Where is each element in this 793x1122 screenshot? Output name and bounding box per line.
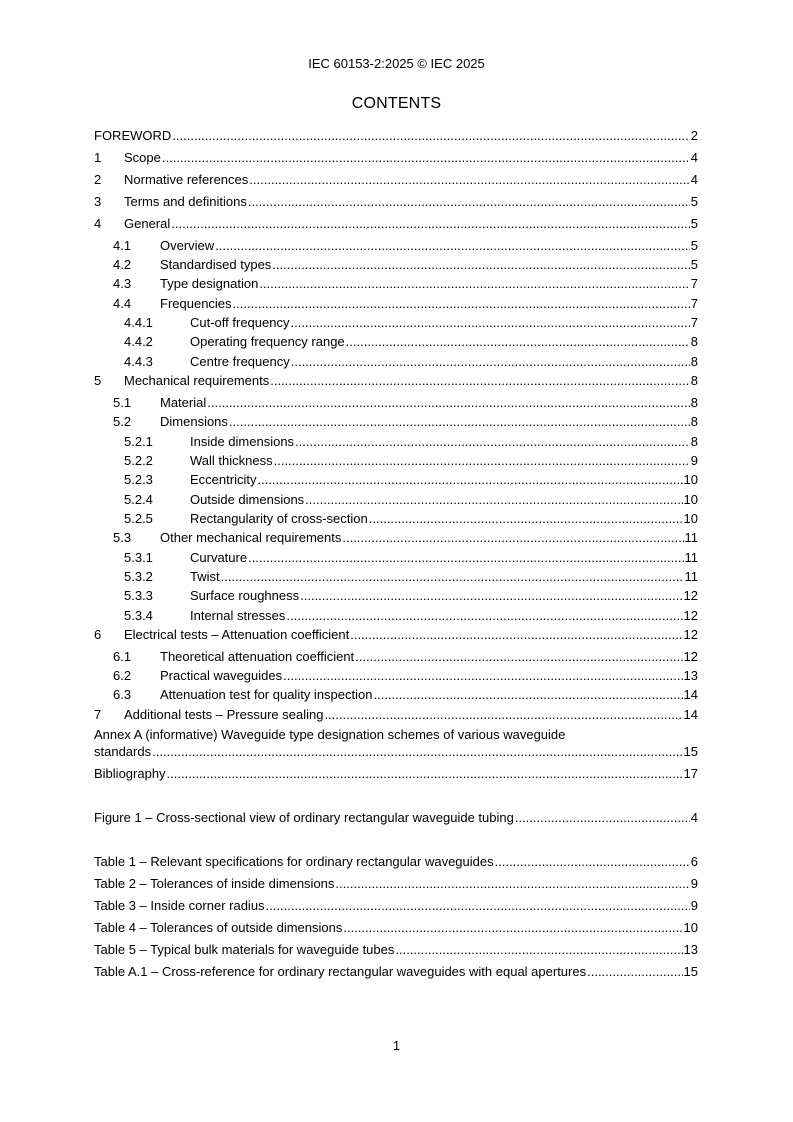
toc-entry-text: General	[124, 216, 171, 231]
toc-entry-page: 2	[690, 128, 698, 143]
toc-entry-text: Figure 1 – Cross-sectional view of ordinary rectangular waveguide tubing	[94, 810, 514, 825]
toc-entry-text: Rectangularity of cross-section	[190, 511, 368, 526]
toc-leader-dots	[229, 414, 690, 429]
toc-entry-text: Table 4 – Tolerances of outside dimensions	[94, 920, 343, 935]
toc-entry-page: 5	[690, 194, 698, 209]
toc-leader-dots	[286, 608, 682, 623]
toc-leader-dots	[324, 707, 682, 722]
toc-entry-page: 4	[690, 810, 698, 825]
toc-entry-page: 13	[683, 668, 698, 683]
toc-leader-dots	[335, 876, 689, 891]
toc-entry-number: 4.2	[113, 257, 132, 272]
toc-entry[interactable]	[113, 667, 698, 683]
toc-entry-number: 4.4.1	[124, 315, 153, 330]
toc-entry-text: Practical waveguides	[160, 668, 283, 683]
toc-leader-dots	[587, 964, 682, 979]
toc-leader-dots	[259, 276, 689, 291]
toc-entry-page: 8	[690, 373, 698, 388]
toc-entry-page: 7	[690, 276, 698, 291]
toc-leader-dots	[274, 453, 690, 468]
toc-entry-text: Internal stresses	[190, 608, 286, 623]
toc-entry-text: Overview	[160, 238, 215, 253]
toc-entry-text: Cut-off frequency	[190, 315, 290, 330]
toc-entry[interactable]	[94, 149, 698, 165]
document-header: IEC 60153-2:2025 © IEC 2025	[308, 56, 485, 71]
toc-entry-text: Electrical tests – Attenuation coefficient	[124, 627, 350, 642]
toc-entry-page: 9	[690, 898, 698, 913]
toc-leader-dots	[167, 766, 683, 781]
toc-entry-text: Terms and definitions	[124, 194, 247, 209]
toc-table-entry[interactable]	[94, 875, 698, 891]
toc-entry[interactable]	[113, 275, 698, 291]
toc-leader-dots	[171, 216, 690, 231]
toc-entry-text: Centre frequency	[190, 354, 290, 369]
toc-entry-text: Additional tests – Pressure sealing	[124, 707, 324, 722]
toc-entry-page: 17	[683, 766, 698, 781]
toc-entry-number: 4.3	[113, 276, 132, 291]
toc-entry-text: Twist	[190, 569, 220, 584]
toc-leader-dots	[172, 128, 689, 143]
toc-entry-number: 5.2	[113, 414, 132, 429]
toc-leader-dots	[346, 334, 690, 349]
toc-entry-page: 11	[684, 550, 698, 565]
toc-leader-dots	[266, 898, 690, 913]
toc-leader-dots	[248, 550, 683, 565]
toc-entry-text: Bibliography	[94, 766, 166, 781]
toc-leader-dots	[152, 744, 682, 759]
toc-entry-text: Standardised types	[160, 257, 272, 272]
toc-entry[interactable]	[124, 433, 698, 449]
toc-leader-dots	[291, 354, 690, 369]
toc-entry[interactable]	[124, 549, 698, 565]
toc-entry[interactable]	[124, 568, 698, 584]
toc-leader-dots	[369, 511, 683, 526]
toc-entry-number: 6.2	[113, 668, 132, 683]
toc-entry-text: FOREWORD	[94, 128, 172, 143]
toc-entry-number: 1	[94, 150, 102, 165]
toc-leader-dots	[207, 395, 690, 410]
toc-entry-text: Other mechanical requirements	[160, 530, 342, 545]
toc-entry-page: 15	[683, 744, 698, 759]
toc-entry[interactable]	[94, 626, 698, 642]
toc-entry[interactable]	[124, 353, 698, 369]
toc-entry-page: 10	[683, 920, 698, 935]
toc-entry-number: 6.1	[113, 649, 132, 664]
toc-entry-page: 4	[690, 172, 698, 187]
toc-entry-number: 5.2.4	[124, 492, 153, 507]
toc-entry-text: Eccentricity	[190, 472, 257, 487]
toc-entry-number: 4.1	[113, 238, 132, 253]
toc-entry-page: 12	[683, 608, 698, 623]
toc-entry-page: 14	[683, 707, 698, 722]
toc-entry-page: 11	[684, 569, 698, 584]
toc-entry[interactable]	[124, 607, 698, 623]
toc-entry[interactable]	[94, 193, 698, 209]
toc-entry-page: 7	[690, 296, 698, 311]
toc-entry-page: 8	[690, 354, 698, 369]
toc-entry-text: Table 1 – Relevant specifications for ordinary rectangular waveguides	[94, 854, 494, 869]
toc-entry-text: Scope	[124, 150, 161, 165]
toc-entry[interactable]	[124, 491, 698, 507]
toc-entry-number: 5.2.2	[124, 453, 153, 468]
toc-entry-text: Operating frequency range	[190, 334, 345, 349]
toc-entry-text: Outside dimensions	[190, 492, 305, 507]
toc-leader-dots	[305, 492, 682, 507]
toc-leader-dots	[300, 588, 682, 603]
toc-entry-text: Table A.1 – Cross-reference for ordinary rectangular waveguides with equal apertures	[94, 964, 587, 979]
toc-leader-dots	[257, 472, 682, 487]
toc-entry-number: 5.3.3	[124, 588, 153, 603]
toc-entry-page: 8	[690, 434, 698, 449]
toc-entry[interactable]	[113, 237, 698, 253]
toc-table-entry[interactable]	[94, 897, 698, 913]
toc-entry-text: Wall thickness	[190, 453, 273, 468]
toc-entry-text: Curvature	[190, 550, 248, 565]
toc-leader-dots	[221, 569, 684, 584]
toc-entry-text: Frequencies	[160, 296, 232, 311]
toc-entry-page: 8	[690, 414, 698, 429]
page-title: CONTENTS	[351, 95, 442, 112]
page-number: 1	[392, 1038, 401, 1053]
toc-entry-page: 7	[690, 315, 698, 330]
toc-entry-page: 10	[683, 472, 698, 487]
toc-entry[interactable]	[113, 256, 698, 272]
toc-entry-number: 5.3.4	[124, 608, 153, 623]
toc-leader-dots	[395, 942, 682, 957]
toc-entry-text: Table 2 – Tolerances of inside dimensions	[94, 876, 335, 891]
toc-entry-bibliography[interactable]	[94, 765, 698, 781]
toc-entry-page: 9	[690, 453, 698, 468]
toc-entry-text: standards	[94, 744, 152, 759]
toc-entry-number: 4.4	[113, 296, 132, 311]
toc-leader-dots	[515, 810, 690, 825]
toc-entry-page: 5	[690, 216, 698, 231]
toc-entry-page: 12	[683, 649, 698, 664]
toc-entry-number: 5.3.2	[124, 569, 153, 584]
toc-entry-foreword[interactable]	[94, 127, 698, 143]
toc-entry-text: Inside dimensions	[190, 434, 295, 449]
toc-entry-text: Type designation	[160, 276, 259, 291]
toc-annex-title[interactable]: Annex A (informative) Waveguide type designation schemes of various waveguide	[94, 727, 566, 742]
toc-entry-number: 5.3.1	[124, 550, 153, 565]
toc-leader-dots	[495, 854, 690, 869]
toc-leader-dots	[343, 920, 682, 935]
toc-entry[interactable]	[113, 413, 698, 429]
toc-entry-number: 4	[94, 216, 102, 231]
toc-leader-dots	[233, 296, 690, 311]
toc-entry-number: 2	[94, 172, 102, 187]
toc-table-entry[interactable]	[94, 853, 698, 869]
toc-entry[interactable]	[113, 529, 698, 545]
toc-entry-text: Dimensions	[160, 414, 228, 429]
toc-leader-dots	[162, 150, 690, 165]
toc-leader-dots	[373, 687, 682, 702]
toc-entry-text: Surface roughness	[190, 588, 300, 603]
toc-leader-dots	[342, 530, 683, 545]
toc-entry-text: Table 3 – Inside corner radius	[94, 898, 265, 913]
toc-entry-number: 5.1	[113, 395, 132, 410]
toc-entry[interactable]	[94, 372, 698, 388]
toc-entry-number: 3	[94, 194, 102, 209]
toc-entry[interactable]	[124, 333, 698, 349]
toc-entry-text: Attenuation test for quality inspection	[160, 687, 373, 702]
toc-entry-page: 11	[684, 530, 698, 545]
toc-entry-number: 6.3	[113, 687, 132, 702]
toc-entry[interactable]	[113, 295, 698, 311]
toc-leader-dots	[270, 373, 690, 388]
toc-entry-text: Mechanical requirements	[124, 373, 270, 388]
toc-entry-page: 10	[683, 511, 698, 526]
toc-entry-number: 7	[94, 707, 102, 722]
toc-entry-page: 15	[683, 964, 698, 979]
toc-entry-page: 5	[690, 238, 698, 253]
toc-entry-number: 5.2.1	[124, 434, 153, 449]
toc-entry[interactable]	[113, 686, 698, 702]
toc-leader-dots	[249, 172, 689, 187]
toc-entry-number: 5.2.3	[124, 472, 153, 487]
toc-entry-text: Material	[160, 395, 207, 410]
toc-entry-text: Normative references	[124, 172, 249, 187]
toc-entry[interactable]	[94, 171, 698, 187]
toc-entry[interactable]	[124, 510, 698, 526]
toc-table-entry[interactable]	[94, 919, 698, 935]
toc-leader-dots	[350, 627, 682, 642]
toc-entry-page: 5	[690, 257, 698, 272]
toc-entry[interactable]	[94, 215, 698, 231]
toc-entry[interactable]	[113, 394, 698, 410]
toc-entry-page: 4	[690, 150, 698, 165]
toc-entry[interactable]	[124, 587, 698, 603]
toc-entry-page: 12	[683, 627, 698, 642]
toc-entry-page: 14	[683, 687, 698, 702]
toc-table-entry[interactable]	[94, 963, 698, 979]
toc-entry-page: 9	[690, 876, 698, 891]
toc-entry-number: 6	[94, 627, 102, 642]
toc-entry-number: 5.2.5	[124, 511, 153, 526]
toc-entry-number: 5.3	[113, 530, 132, 545]
toc-table-entry[interactable]	[94, 941, 698, 957]
toc-entry-text: Table 5 – Typical bulk materials for waveguide tubes	[94, 942, 395, 957]
toc-entry[interactable]	[94, 706, 698, 722]
toc-leader-dots	[290, 315, 689, 330]
toc-entry[interactable]	[124, 471, 698, 487]
toc-entry-number: 4.4.2	[124, 334, 153, 349]
toc-entry-page: 6	[690, 854, 698, 869]
toc-entry-page: 8	[690, 395, 698, 410]
toc-entry-annex[interactable]	[94, 743, 698, 759]
toc-entry-number: 4.4.3	[124, 354, 153, 369]
toc-leader-dots	[215, 238, 690, 253]
toc-entry[interactable]	[124, 314, 698, 330]
toc-entry-number: 5	[94, 373, 102, 388]
toc-leader-dots	[295, 434, 690, 449]
toc-entry-page: 10	[683, 492, 698, 507]
toc-leader-dots	[355, 649, 682, 664]
toc-entry[interactable]	[124, 452, 698, 468]
toc-entry[interactable]	[113, 648, 698, 664]
toc-leader-dots	[248, 194, 690, 209]
toc-entry-page: 13	[683, 942, 698, 957]
toc-leader-dots	[272, 257, 689, 272]
toc-entry-text: Theoretical attenuation coefficient	[160, 649, 355, 664]
toc-entry-page: 8	[690, 334, 698, 349]
toc-leader-dots	[283, 668, 682, 683]
toc-entry-page: 12	[683, 588, 698, 603]
toc-figure-entry[interactable]	[94, 809, 698, 825]
